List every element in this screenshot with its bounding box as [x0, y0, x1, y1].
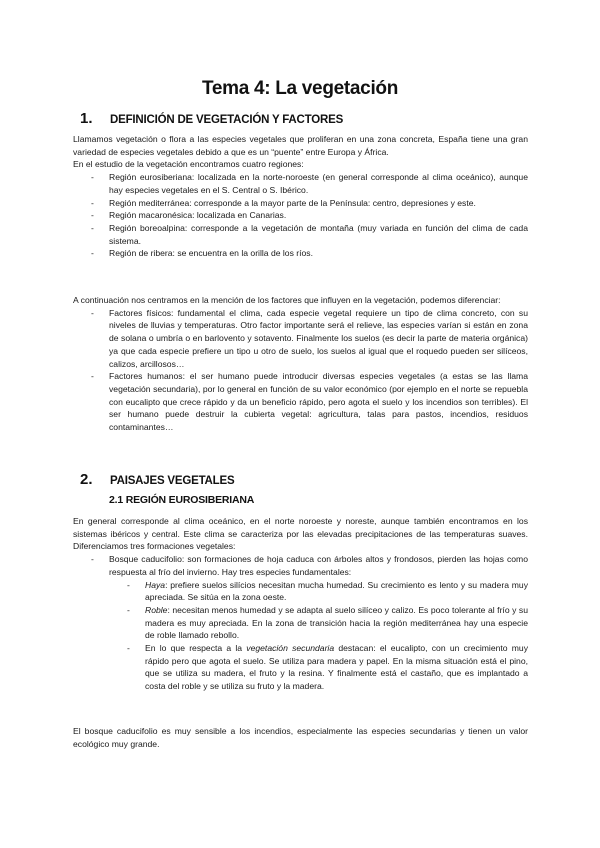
species-sublist — [73, 579, 528, 693]
roble-text: : necesitan menos humedad y se adapta al suelo silíceo y calizo. Es poco tolerante al frío y su madera es muy apreciada. En la zona de transición hacia la región mediterránea hay una especie de roble llamado rebollo. — [145, 604, 528, 641]
factors-intro: A continuación nos centramos en la mención de los factores que influyen en la vegetación, podemos diferenciar: — [73, 295, 501, 305]
section-2-number: 2. — [80, 471, 93, 488]
secondary-pre: En lo que respecta a la — [145, 643, 247, 654]
section-1-title: DEFINICIÓN DE VEGETACIÓN Y FACTORES — [110, 114, 344, 126]
list-item — [73, 553, 528, 578]
closing-paragraph: El bosque caducifolio es muy sensible a los incendios, especialmente las especies secundarias y tienen un valor ecológico muy grande. — [73, 726, 528, 749]
regions-list — [73, 171, 528, 260]
list-item — [73, 604, 528, 642]
list-item: - Región mediterránea: corresponde a la mayor parte de la Península: centro, depresiones y este. — [73, 197, 528, 210]
section-1-number: 1. — [80, 110, 93, 127]
secondary-term: vegetación secundaria — [246, 643, 335, 654]
section-2-heading — [80, 471, 234, 488]
list-item: - Región eurosiberiana: localizada en la norte-noroeste (en general corresponde al clima oceánico), aunque hay especies vegetales en el S. Central o S. Ibérico. — [73, 171, 528, 196]
list-item: - Región macaronésica: localizada en Canarias. — [73, 209, 528, 222]
page-title: Tema 4: La vegetación — [201, 78, 399, 99]
list-item: - Factores físicos: fundamental el clima, cada especie vegetal requiere un tipo de clima concreto, con su niveles de lluvias y temperaturas. Otro factor importante será el relieve, las especies varían si están en zona de solana o umbría o en barlovento y sotavento. Finalmente los suelos (es decir la parte de materia orgánica) ya que cada especie prefiere un tipo u otro de suelo, los suelos al igual que el roquedo pueden ser silíceos, calizos, arcillosos… — [73, 307, 528, 371]
list-item: - Región de ribera: se encuentra en la orilla de los ríos. — [73, 247, 528, 260]
factors-list — [73, 307, 528, 434]
roble-name: Roble — [145, 604, 168, 615]
section-1-body — [73, 133, 528, 260]
haya-name: Haya — [145, 579, 166, 590]
list-item — [73, 579, 528, 604]
closing-paragraph-block — [73, 725, 528, 750]
list-item: - Factores humanos: el ser humano puede introducir diversas especies vegetales (a estas se las llama vegetación secundaria), por lo general en función de su valor económico (por ejemplo en el norte se repuebla con eucalipto que crece rápido y da un beneficio rápido, pero agota el suelo y los incendios son terribles). El ser humano puede destruir la cubierta vegetal: agricultura, talas para pastos, incendios, residuos contaminantes… — [73, 370, 528, 434]
bosque-text: Bosque caducifolio: son formaciones de hoja caduca con árboles altos y frondosos, pierden las hojas como respuesta al frío del invierno. Hay tres especies fundamentales: — [109, 554, 528, 577]
section-2-intro: En general corresponde al clima oceánico, en el norte noroeste y noreste, aunque también encontramos en los sistemas ibéricos y central. Este clima se caracteriza por las elevadas precipitaciones de las temperaturas suaves. Diferenciamos tres formaciones vegetales: — [73, 516, 528, 552]
intro-paragraph: Llamamos vegetación o flora a las especies vegetales que proliferan en una zona concreta, España tiene una gran variedad de especies vegetales debido a que es un “puente” entre Europa y África. — [73, 134, 528, 157]
factors-block — [73, 294, 528, 434]
subsection-heading: 2.1 REGIÓN EUROSIBERIANA — [109, 494, 255, 506]
secondary-text: destacan: el eucalipto, con un crecimiento muy rápido pero que agota el suelo. Se utiliza para madera y papel. En la misma situación está el pino, que se utiliza su madera, el fruto y la resina. Y finalmente está el castaño, que es implantado a costa del roble y se utiliza su fruto y la madera. — [145, 643, 529, 692]
haya-text: : prefiere suelos silícios necesitan mucha humedad. Su crecimiento es lento y su madera muy apreciada. Se sitúa en la zona oeste. — [145, 579, 528, 603]
formations-list — [73, 553, 528, 578]
regions-intro: En el estudio de la vegetación encontramos cuatro regiones: — [73, 159, 304, 170]
section-2-body — [73, 515, 528, 693]
section-2-title: PAISAJES VEGETALES — [110, 475, 235, 487]
list-item — [73, 642, 528, 693]
section-1-heading — [80, 110, 343, 127]
list-item: - Región boreoalpina: corresponde a la vegetación de montaña (muy variada en función del clima de cada sistema. — [73, 222, 528, 247]
